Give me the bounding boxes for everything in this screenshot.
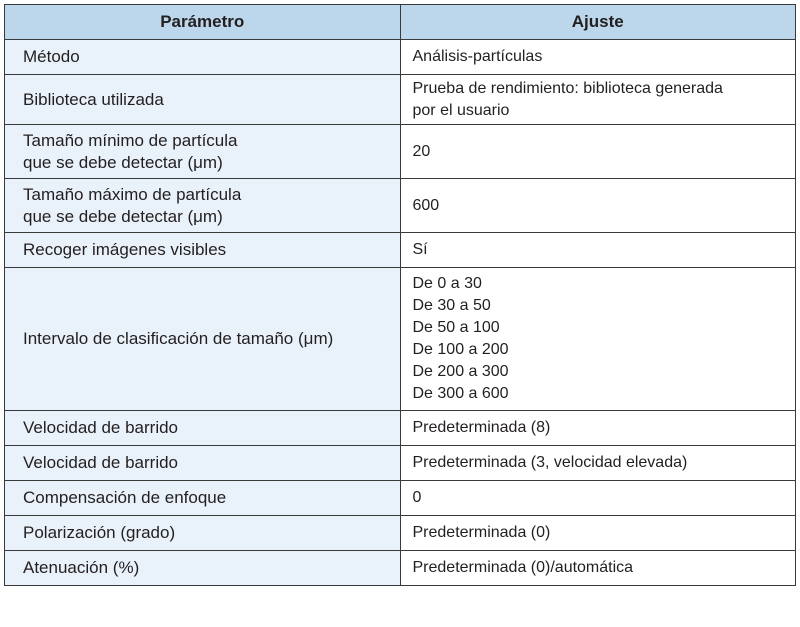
table-row [5, 75, 796, 125]
table-row [5, 125, 796, 179]
param-text: Método [23, 47, 80, 66]
table-row [5, 446, 796, 481]
param-cell [5, 40, 401, 75]
param-cell [5, 75, 401, 125]
param-text: Atenuación (%) [23, 558, 140, 577]
value-text: Predeterminada (8) [412, 419, 551, 436]
header-row [5, 5, 796, 40]
value-text: Sí [412, 241, 428, 258]
table-row [5, 233, 796, 268]
value-text: De 50 a 100 [412, 319, 500, 336]
param-text: que se debe detectar (μm) [23, 206, 223, 226]
param-cell [5, 551, 401, 586]
table-row [5, 179, 796, 233]
table-body [5, 40, 796, 586]
param-text: Biblioteca utilizada [23, 89, 164, 109]
value-text: 600 [412, 196, 440, 214]
value-text: De 300 a 600 [412, 385, 509, 402]
table-row [5, 516, 796, 551]
param-cell [5, 446, 401, 481]
value-text: Predeterminada (0)/automática [412, 559, 634, 576]
value-text: Análisis-partículas [412, 48, 543, 65]
value-text: Prueba de rendimiento: biblioteca generada [412, 79, 723, 97]
param-text: Velocidad de barrido [23, 453, 179, 472]
param-cell [5, 233, 401, 268]
value-cell [400, 179, 796, 233]
param-text: Compensación de enfoque [23, 488, 227, 507]
table-header [5, 5, 796, 40]
param-cell [5, 268, 401, 411]
param-text: Intervalo de clasificación de tamaño (μm) [23, 329, 334, 348]
settings-table [4, 4, 796, 586]
header-param: Parámetro [5, 5, 401, 40]
value-cell [400, 40, 796, 75]
value-text: Predeterminada (0) [412, 524, 551, 541]
value-cell [400, 551, 796, 586]
value-text: 20 [412, 142, 431, 160]
header-value: Ajuste [400, 5, 796, 40]
param-cell [5, 411, 401, 446]
value-text: De 0 a 30 [412, 275, 482, 292]
table-row [5, 40, 796, 75]
table-row [5, 268, 796, 411]
value-text: De 30 a 50 [412, 297, 491, 314]
param-cell [5, 125, 401, 179]
value-cell [400, 481, 796, 516]
value-cell [400, 75, 796, 125]
value-text: Predeterminada (3, velocidad elevada) [412, 454, 688, 471]
value-cell [400, 446, 796, 481]
value-text: De 100 a 200 [412, 341, 509, 358]
param-text: Tamaño máximo de partícula [23, 184, 242, 204]
param-text: Recoger imágenes visibles [23, 240, 227, 259]
param-cell [5, 516, 401, 551]
value-cell [400, 233, 796, 268]
table-row [5, 481, 796, 516]
param-cell [5, 481, 401, 516]
value-cell [400, 411, 796, 446]
param-text: Tamaño mínimo de partícula [23, 130, 238, 150]
value-cell [400, 516, 796, 551]
table-row [5, 411, 796, 446]
value-text: 0 [412, 489, 422, 506]
value-text: por el usuario [412, 101, 510, 119]
param-text: Velocidad de barrido [23, 418, 179, 437]
param-cell [5, 179, 401, 233]
table-row [5, 551, 796, 586]
value-text: De 200 a 300 [412, 363, 509, 380]
value-cell [400, 268, 796, 411]
param-text: Polarización (grado) [23, 523, 176, 542]
param-text: que se debe detectar (μm) [23, 152, 223, 172]
value-cell [400, 125, 796, 179]
